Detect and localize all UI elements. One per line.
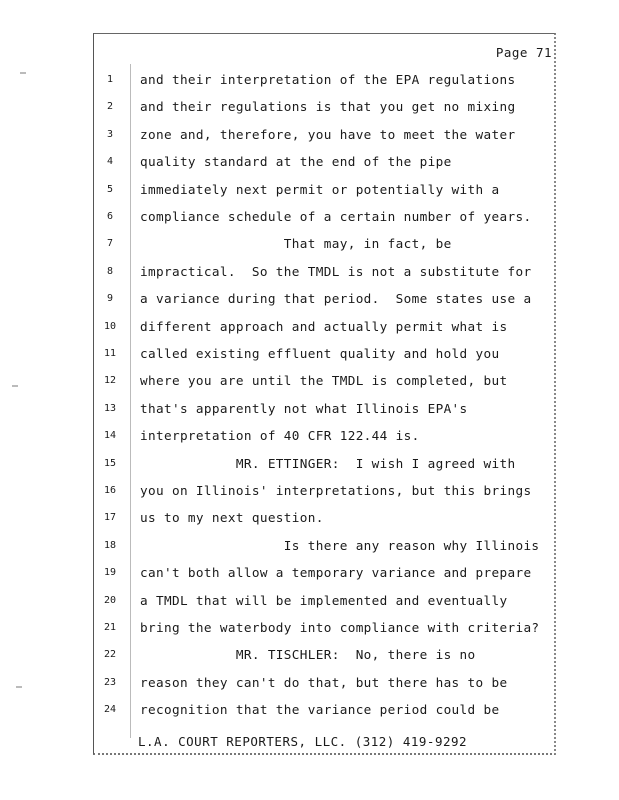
- line-number: 5: [106, 183, 114, 195]
- line-number: 15: [103, 457, 117, 469]
- line-number: 2: [106, 101, 114, 113]
- line-number: 21: [103, 622, 117, 633]
- line-text: MR. ETTINGER: I wish I agreed with: [140, 455, 516, 471]
- line-text: reason they can't do that, but there has to be: [140, 674, 508, 690]
- line-number: 1: [106, 74, 114, 85]
- line-number: 7: [106, 238, 114, 250]
- line-number: 22: [103, 649, 117, 661]
- line-text: Is there any reason why Illinois: [140, 537, 540, 553]
- line-number: 16: [103, 485, 117, 496]
- line-number-margin-rule: [130, 64, 131, 738]
- line-number: 17: [103, 512, 117, 524]
- line-text: and their regulations is that you get no mixing: [140, 99, 516, 115]
- scan-speck: [16, 686, 22, 688]
- line-number: 12: [103, 375, 117, 387]
- line-number: 20: [103, 594, 117, 606]
- line-number: 19: [103, 567, 117, 579]
- line-text: bring the waterbody into compliance with criteria?: [140, 620, 540, 635]
- line-number: 13: [103, 402, 117, 414]
- line-text: different approach and actually permit what is: [140, 318, 508, 334]
- line-text: and their interpretation of the EPA regulations: [140, 72, 516, 87]
- line-text: MR. TISCHLER: No, there is no: [140, 647, 476, 663]
- line-number: 3: [106, 128, 114, 140]
- line-text: that's apparently not what Illinois EPA's: [140, 400, 468, 416]
- line-text: impractical. So the TMDL is not a substitute for: [140, 263, 532, 279]
- line-text: zone and, therefore, you have to meet the water: [140, 126, 516, 142]
- line-number: 24: [103, 704, 117, 716]
- line-text: That may, in fact, be: [140, 236, 452, 252]
- scan-speck: [12, 385, 18, 387]
- line-number: 9: [106, 293, 114, 305]
- line-number: 14: [103, 430, 117, 442]
- line-number: 11: [103, 348, 117, 359]
- line-text: can't both allow a temporary variance and prepare: [140, 565, 532, 581]
- court-reporter-footer: L.A. COURT REPORTERS, LLC. (312) 419-9292: [138, 734, 468, 749]
- line-text: called existing effluent quality and hold you: [140, 346, 500, 361]
- line-text: interpretation of 40 CFR 122.44 is.: [140, 428, 420, 444]
- line-text: us to my next question.: [140, 510, 324, 526]
- line-text: quality standard at the end of the pipe: [140, 154, 452, 170]
- line-text: a variance during that period. Some states use a: [140, 291, 532, 307]
- page-number: Page 71: [495, 45, 552, 60]
- line-text: you on Illinois' interpretations, but this brings: [140, 483, 532, 498]
- line-text: compliance schedule of a certain number of years.: [140, 209, 532, 224]
- scan-speck: [20, 72, 26, 74]
- line-text: a TMDL that will be implemented and eventually: [140, 592, 508, 608]
- line-number: 6: [106, 211, 114, 222]
- line-number: 18: [103, 539, 117, 551]
- line-text: recognition that the variance period could be: [140, 702, 500, 718]
- line-number: 10: [103, 320, 117, 332]
- line-text: immediately next permit or potentially with a: [140, 181, 500, 197]
- line-number: 4: [106, 156, 114, 168]
- line-number: 8: [106, 265, 114, 277]
- line-number: 23: [103, 676, 117, 688]
- line-text: where you are until the TMDL is completed, but: [140, 373, 508, 389]
